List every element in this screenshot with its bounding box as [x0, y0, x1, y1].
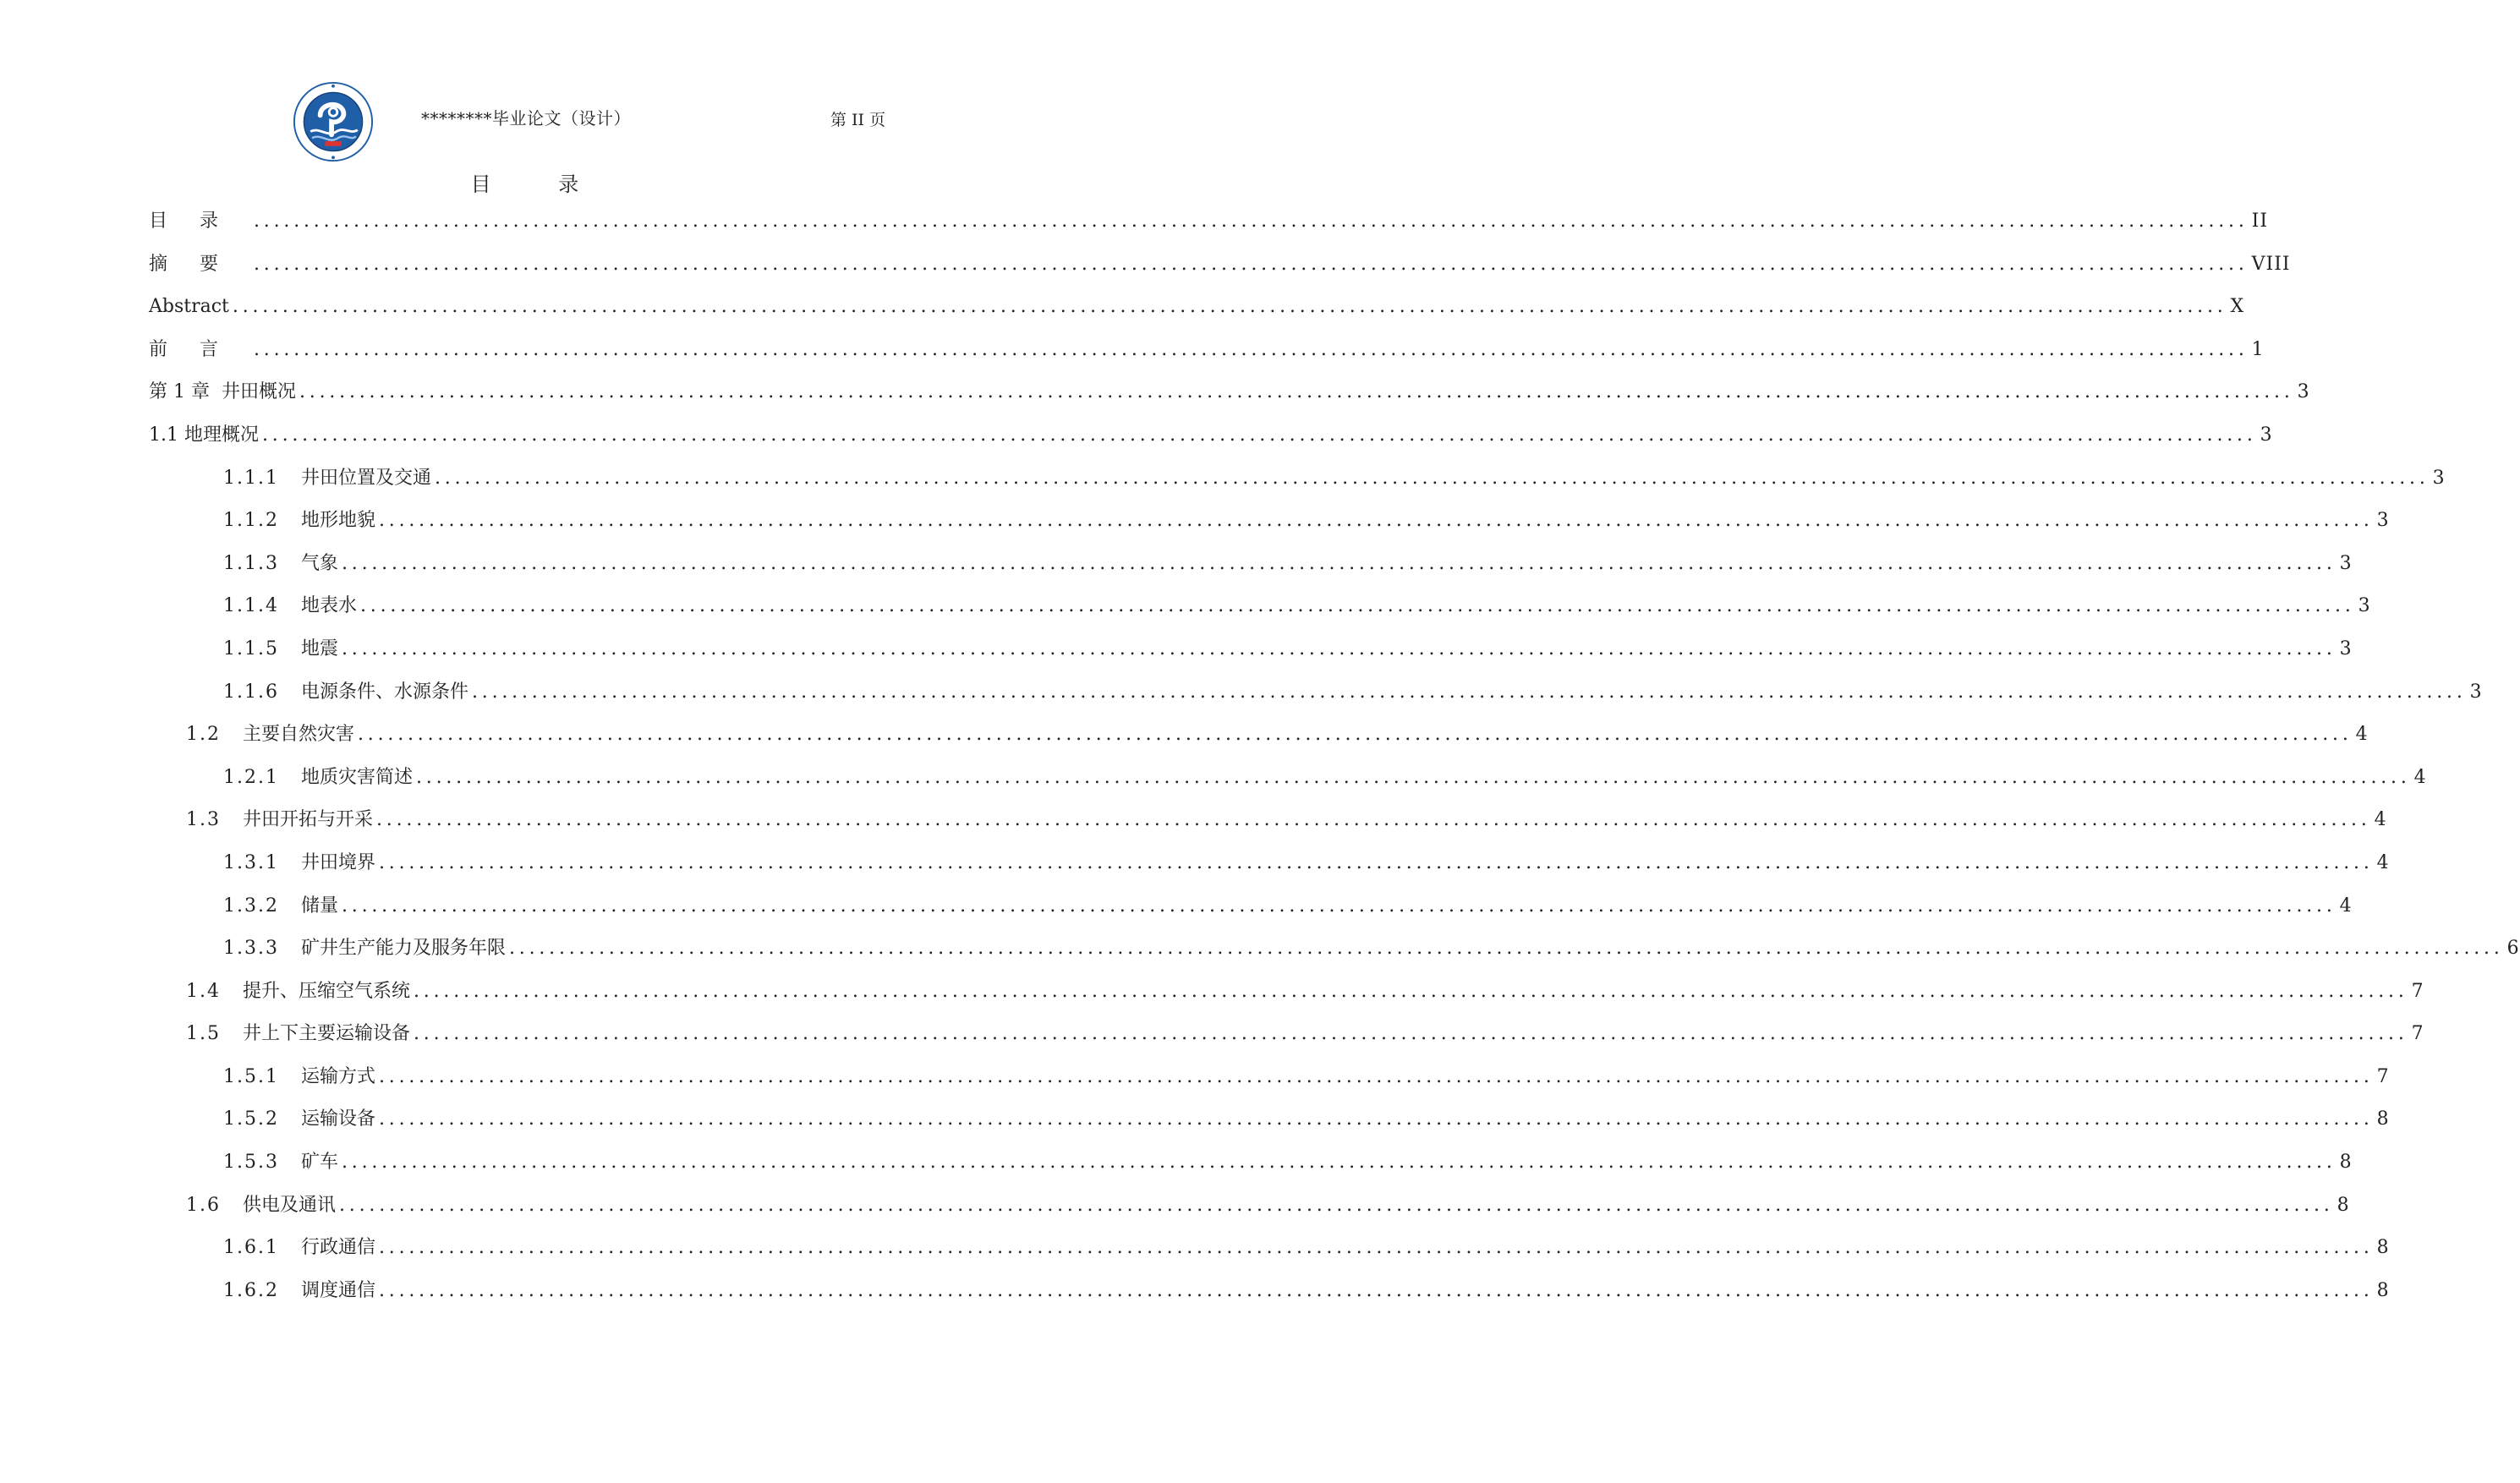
toc-entry-title — [223, 1064, 375, 1090]
toc-entry-number: 1.1.6 — [223, 681, 279, 703]
toc-entry-number: 1.5.3 — [223, 1152, 279, 1174]
toc-entry-number: 1.1.4 — [223, 595, 279, 617]
toc-entry-text: 矿井生产能力及服务年限 — [300, 938, 506, 960]
toc-entry-number: 1.2 — [186, 724, 221, 746]
toc-entry-text: 地形地貌 — [300, 510, 375, 532]
toc-entry-text: 井上下主要运输设备 — [243, 1023, 411, 1045]
toc-entry-title — [223, 765, 413, 791]
toc-entry-page: 8 — [2376, 1279, 2390, 1301]
toc-entry-text: 地表水 — [300, 595, 357, 617]
toc-entry-text: 目录 — [149, 211, 251, 232]
toc-entry-number: 1.1.5 — [223, 638, 279, 659]
toc-entry[interactable] — [149, 466, 2446, 509]
toc-entry-title — [186, 1021, 410, 1047]
toc-entry-title — [223, 1107, 375, 1132]
toc-entry[interactable] — [149, 1235, 2390, 1278]
toc-entry[interactable] — [149, 765, 2427, 808]
toc-entry-title — [186, 722, 354, 747]
toc-leader-dots: ........................................................................................................................................................................................................ — [261, 424, 2257, 446]
toc-leader-dots: ........................................................................................................................................................................................................ — [379, 1065, 2374, 1087]
toc-entry-title — [223, 680, 468, 705]
toc-entry-title — [223, 594, 357, 619]
toc-entry-title — [223, 894, 338, 919]
toc-leader-dots: ........................................................................................................................................................................................................ — [379, 1279, 2374, 1301]
toc-leader-dots: ........................................................................................................................................................................................................ — [414, 980, 2408, 1002]
toc-entry-text: 提升、压缩空气系统 — [243, 980, 411, 1002]
toc-entry-title — [223, 851, 375, 876]
toc-entry-text: 第 1 章 井田概况 — [149, 381, 296, 403]
toc-entry-text: Abstract — [149, 296, 229, 318]
toc-entry[interactable] — [149, 722, 2369, 765]
toc-entry-text: 地震 — [300, 638, 338, 659]
toc-leader-dots: ........................................................................................................................................................................................................ — [254, 253, 2249, 275]
toc-entry-number: 1.6.2 — [223, 1279, 279, 1301]
toc-leader-dots: ........................................................................................................................................................................................................ — [342, 552, 2336, 574]
toc-entry-number: 1.6 — [186, 1194, 221, 1216]
toc-entry[interactable] — [149, 551, 2353, 594]
toc-leader-dots: ........................................................................................................................................................................................................ — [379, 851, 2374, 873]
toc-entry-number: 1.3 — [186, 809, 221, 831]
toc-entry[interactable] — [149, 894, 2353, 937]
toc-leader-dots: ........................................................................................................................................................................................................ — [379, 1237, 2374, 1259]
toc-entry[interactable] — [149, 294, 2245, 337]
toc-entry-title — [223, 936, 506, 961]
toc-entry-page: 3 — [2339, 638, 2353, 659]
toc-entry-text: 前言 — [149, 338, 251, 360]
toc-leader-dots: ........................................................................................................................................................................................................ — [379, 510, 2374, 532]
toc-entry-text: 1.1 地理概况 — [149, 424, 259, 446]
toc-entry[interactable] — [149, 680, 2483, 723]
toc-entry-page: 3 — [2469, 681, 2483, 703]
toc-entry-page: 4 — [2355, 724, 2369, 746]
toc-entry[interactable] — [149, 936, 2520, 979]
toc-entry-title — [149, 294, 229, 320]
toc-entry-title — [223, 1235, 375, 1261]
toc-leader-dots: ........................................................................................................................................................................................................ — [342, 1152, 2336, 1174]
toc-entry-title — [223, 637, 338, 662]
toc-entry-number: 1.6.1 — [223, 1237, 279, 1259]
toc-entry-page: 3 — [2432, 467, 2446, 489]
toc-entry[interactable] — [149, 508, 2390, 551]
toc-entry-text: 调度通信 — [300, 1279, 375, 1301]
toc-entry-text: 储量 — [300, 895, 338, 917]
toc-entry[interactable] — [149, 851, 2390, 894]
toc-leader-dots: ........................................................................................................................................................................................................ — [435, 467, 2430, 489]
toc-leader-dots: ........................................................................................................................................................................................................ — [376, 809, 2371, 831]
toc-entry-number: 1.5 — [186, 1023, 221, 1045]
toc-entry-title — [149, 423, 259, 448]
toc-entry-page: 4 — [2374, 809, 2387, 831]
page-header — [0, 0, 1049, 161]
toc-leader-dots: ........................................................................................................................................................................................................ — [254, 338, 2249, 360]
toc-leader-dots: ........................................................................................................................................................................................................ — [358, 724, 2353, 746]
toc-entry-page: 4 — [2413, 766, 2427, 788]
toc-entry-page: 1 — [2251, 338, 2265, 360]
toc-leader-dots: ........................................................................................................................................................................................................ — [232, 296, 2227, 318]
toc-entry-text: 地质灾害简述 — [300, 766, 413, 788]
toc-entry-title — [186, 979, 410, 1004]
toc-entry-page: VIII — [2251, 253, 2291, 275]
toc-entry-number: 1.3.1 — [223, 851, 279, 873]
toc-entry[interactable] — [149, 1107, 2390, 1150]
toc-entry-number: 1.1.2 — [223, 510, 279, 532]
toc-entry[interactable] — [149, 380, 2310, 423]
toc-entry-text: 电源条件、水源条件 — [300, 681, 468, 703]
toc-entry-title — [223, 1150, 338, 1175]
toc-entry-text: 井田开拓与开采 — [243, 809, 374, 831]
toc-entry-title — [149, 252, 250, 277]
toc-entry-text: 主要自然灾害 — [243, 724, 355, 746]
toc-entry[interactable] — [149, 1064, 2390, 1108]
university-logo — [293, 81, 374, 162]
toc-entry-page: 7 — [2411, 980, 2424, 1002]
toc-entry-page: 4 — [2339, 895, 2353, 917]
toc-entry-title — [149, 337, 250, 363]
toc-entry-title — [186, 1193, 336, 1218]
toc-entry-text: 摘要 — [149, 253, 251, 275]
toc-leader-dots: ........................................................................................................................................................................................................ — [254, 211, 2249, 232]
toc-entry-page: 3 — [2339, 552, 2353, 574]
toc-entry[interactable] — [149, 807, 2387, 851]
toc-entry-text: 行政通信 — [300, 1237, 375, 1259]
toc-entry-title — [223, 466, 431, 491]
toc-entry-text: 运输设备 — [300, 1108, 375, 1130]
toc-leader-dots: ........................................................................................................................................................................................................ — [299, 381, 2294, 403]
toc-entry-title — [223, 508, 375, 534]
toc-entry-title — [149, 209, 250, 234]
toc-entry-page: 6 — [2506, 938, 2520, 960]
toc-heading: 目 录 — [470, 172, 610, 196]
toc-leader-dots: ........................................................................................................................................................................................................ — [414, 1023, 2408, 1045]
toc-entry-number: 1.5.1 — [223, 1065, 279, 1087]
toc-entry-number: 1.5.2 — [223, 1108, 279, 1130]
toc-entry-number: 1.1.3 — [223, 552, 279, 574]
toc-entry[interactable] — [149, 979, 2424, 1022]
toc-entry[interactable] — [149, 423, 2273, 466]
toc-leader-dots: ........................................................................................................................................................................................................ — [342, 638, 2336, 659]
toc-entry[interactable] — [149, 1193, 2350, 1236]
toc-leader-dots: ........................................................................................................................................................................................................ — [342, 895, 2336, 917]
toc-entry-number: 1.4 — [186, 980, 221, 1002]
toc-entry[interactable] — [149, 209, 2269, 252]
toc-entry-title — [223, 1278, 375, 1304]
toc-entry-page: 8 — [2376, 1237, 2390, 1259]
toc-leader-dots: ........................................................................................................................................................................................................ — [360, 595, 2355, 617]
toc-entry-text: 运输方式 — [300, 1065, 375, 1087]
toc-entry-title — [149, 380, 296, 405]
toc-leader-dots: ........................................................................................................................................................................................................ — [472, 681, 2467, 703]
toc-entry-title — [223, 551, 338, 577]
toc-entry-page: 7 — [2376, 1065, 2390, 1087]
thesis-header-title: ********毕业论文（设计） — [421, 108, 631, 129]
toc-entry-number: 1.3.2 — [223, 895, 279, 917]
toc-entry[interactable] — [149, 1150, 2353, 1193]
toc-entry-page: 3 — [2376, 510, 2390, 532]
toc-entry[interactable] — [149, 637, 2353, 680]
table-of-contents — [149, 209, 2520, 1321]
toc-entry-page: II — [2251, 211, 2269, 232]
toc-entry[interactable] — [149, 1021, 2424, 1064]
toc-leader-dots: ........................................................................................................................................................................................................ — [509, 938, 2504, 960]
toc-entry-text: 供电及通讯 — [243, 1194, 337, 1216]
toc-entry[interactable] — [149, 1278, 2390, 1322]
toc-leader-dots: ........................................................................................................................................................................................................ — [339, 1194, 2334, 1216]
toc-entry-text: 矿车 — [300, 1152, 338, 1174]
toc-entry-page: 4 — [2376, 851, 2390, 873]
toc-entry-text: 井田位置及交通 — [300, 467, 431, 489]
toc-entry-page: 8 — [2376, 1108, 2390, 1130]
toc-entry[interactable] — [149, 594, 2371, 637]
toc-entry-page: X — [2230, 296, 2245, 318]
toc-entry-number: 1.3.3 — [223, 938, 279, 960]
toc-leader-dots: ........................................................................................................................................................................................................ — [379, 1108, 2374, 1130]
toc-entry[interactable] — [149, 252, 2291, 295]
toc-entry-title — [186, 807, 373, 833]
toc-entry-page: 8 — [2336, 1194, 2350, 1216]
toc-entry-number: 1.2.1 — [223, 766, 279, 788]
toc-leader-dots: ........................................................................................................................................................................................................ — [416, 766, 2411, 788]
toc-entry[interactable] — [149, 337, 2265, 380]
toc-entry-number: 1.1.1 — [223, 467, 279, 489]
toc-entry-page: 8 — [2339, 1152, 2353, 1174]
toc-entry-page: 3 — [2358, 595, 2371, 617]
toc-entry-text: 井田境界 — [300, 851, 375, 873]
toc-entry-page: 3 — [2260, 424, 2273, 446]
page-number: 第 II 页 — [830, 111, 886, 129]
toc-entry-text: 气象 — [300, 552, 338, 574]
toc-entry-page: 7 — [2411, 1023, 2424, 1045]
toc-entry-page: 3 — [2297, 381, 2310, 403]
